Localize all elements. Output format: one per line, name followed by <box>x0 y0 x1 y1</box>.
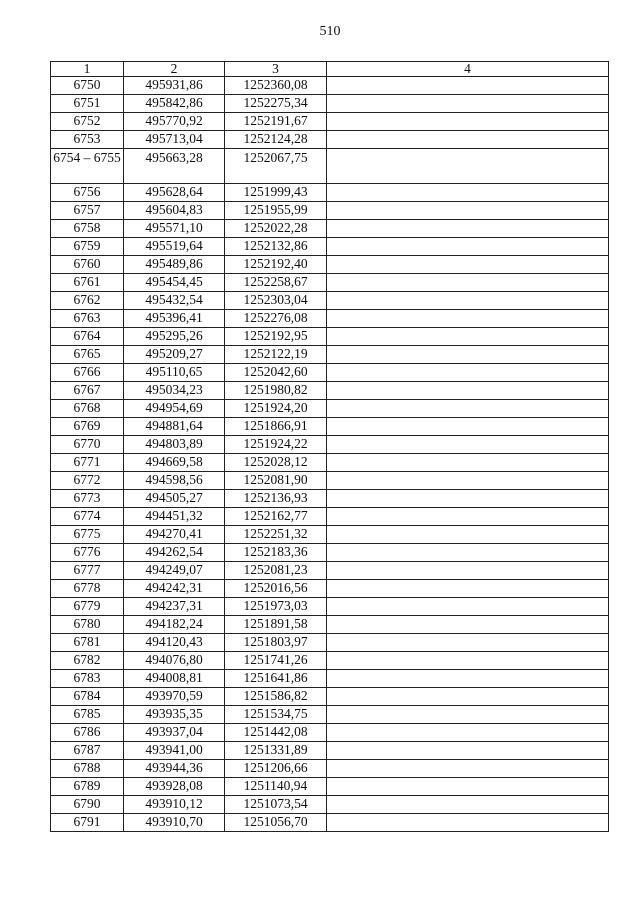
note-cell <box>327 670 609 688</box>
y-coordinate-cell: 1251866,91 <box>225 418 327 436</box>
point-number-cell: 6771 <box>51 454 124 472</box>
x-coordinate-cell: 493910,70 <box>124 814 225 832</box>
x-coordinate-cell: 494076,80 <box>124 652 225 670</box>
y-coordinate-cell: 1252162,77 <box>225 508 327 526</box>
y-coordinate-cell: 1252191,67 <box>225 113 327 131</box>
note-cell <box>327 688 609 706</box>
table-row <box>51 382 609 400</box>
note-cell <box>327 346 609 364</box>
table-row <box>51 526 609 544</box>
note-cell <box>327 310 609 328</box>
table-row <box>51 706 609 724</box>
note-cell <box>327 436 609 454</box>
y-coordinate-cell: 1252192,95 <box>225 328 327 346</box>
x-coordinate-cell: 495454,45 <box>124 274 225 292</box>
x-coordinate-cell: 495295,26 <box>124 328 225 346</box>
note-cell <box>327 598 609 616</box>
point-number-cell: 6772 <box>51 472 124 490</box>
note-cell <box>327 220 609 238</box>
column-header-3: 3 <box>225 62 327 77</box>
table-row <box>51 778 609 796</box>
table-row <box>51 724 609 742</box>
x-coordinate-cell: 494120,43 <box>124 634 225 652</box>
x-coordinate-cell: 495209,27 <box>124 346 225 364</box>
table-row <box>51 760 609 778</box>
note-cell <box>327 472 609 490</box>
y-coordinate-cell: 1252132,86 <box>225 238 327 256</box>
point-number-cell: 6764 <box>51 328 124 346</box>
table-row <box>51 400 609 418</box>
table-row <box>51 490 609 508</box>
table-body <box>51 77 609 832</box>
x-coordinate-cell: 494008,81 <box>124 670 225 688</box>
x-coordinate-cell: 495571,10 <box>124 220 225 238</box>
point-number-cell: 6768 <box>51 400 124 418</box>
note-cell <box>327 382 609 400</box>
y-coordinate-cell: 1251586,82 <box>225 688 327 706</box>
x-coordinate-cell: 493910,12 <box>124 796 225 814</box>
y-coordinate-cell: 1251442,08 <box>225 724 327 742</box>
table-row <box>51 328 609 346</box>
point-number-cell: 6791 <box>51 814 124 832</box>
x-coordinate-cell: 494270,41 <box>124 526 225 544</box>
y-coordinate-cell: 1251999,43 <box>225 184 327 202</box>
note-cell <box>327 544 609 562</box>
x-coordinate-cell: 494249,07 <box>124 562 225 580</box>
point-number-cell: 6757 <box>51 202 124 220</box>
point-number-cell: 6759 <box>51 238 124 256</box>
x-coordinate-cell: 493937,04 <box>124 724 225 742</box>
y-coordinate-cell: 1251056,70 <box>225 814 327 832</box>
x-coordinate-cell: 494262,54 <box>124 544 225 562</box>
table-row <box>51 184 609 202</box>
point-number-cell: 6788 <box>51 760 124 778</box>
note-cell <box>327 113 609 131</box>
point-number-cell: 6787 <box>51 742 124 760</box>
table-row <box>51 113 609 131</box>
x-coordinate-cell: 494182,24 <box>124 616 225 634</box>
point-number-cell: 6785 <box>51 706 124 724</box>
note-cell <box>327 508 609 526</box>
note-cell <box>327 652 609 670</box>
y-coordinate-cell: 1252136,93 <box>225 490 327 508</box>
note-cell <box>327 274 609 292</box>
x-coordinate-cell: 495034,23 <box>124 382 225 400</box>
y-coordinate-cell: 1251741,26 <box>225 652 327 670</box>
x-coordinate-cell: 495396,41 <box>124 310 225 328</box>
x-coordinate-cell: 493970,59 <box>124 688 225 706</box>
x-coordinate-cell: 494803,89 <box>124 436 225 454</box>
table-row <box>51 688 609 706</box>
point-number-cell: 6778 <box>51 580 124 598</box>
x-coordinate-cell: 493944,36 <box>124 760 225 778</box>
table-row <box>51 418 609 436</box>
y-coordinate-cell: 1251140,94 <box>225 778 327 796</box>
table-row <box>51 652 609 670</box>
point-number-cell: 6751 <box>51 95 124 113</box>
note-cell <box>327 778 609 796</box>
table-row <box>51 616 609 634</box>
table-row <box>51 670 609 688</box>
x-coordinate-cell: 495931,86 <box>124 77 225 95</box>
table-row <box>51 796 609 814</box>
table-row <box>51 742 609 760</box>
note-cell <box>327 562 609 580</box>
column-header-1: 1 <box>51 62 124 77</box>
point-number-cell: 6766 <box>51 364 124 382</box>
note-cell <box>327 400 609 418</box>
y-coordinate-cell: 1251641,86 <box>225 670 327 688</box>
table-row <box>51 131 609 149</box>
note-cell <box>327 364 609 382</box>
y-coordinate-cell: 1251924,22 <box>225 436 327 454</box>
x-coordinate-cell: 495489,86 <box>124 256 225 274</box>
column-header-2: 2 <box>124 62 225 77</box>
note-cell <box>327 796 609 814</box>
table-row <box>51 202 609 220</box>
x-coordinate-cell: 494598,56 <box>124 472 225 490</box>
table-row <box>51 598 609 616</box>
note-cell <box>327 760 609 778</box>
table-row <box>51 346 609 364</box>
x-coordinate-cell: 495110,65 <box>124 364 225 382</box>
table-row <box>51 472 609 490</box>
note-cell <box>327 77 609 95</box>
table-row <box>51 274 609 292</box>
point-number-cell: 6765 <box>51 346 124 364</box>
x-coordinate-cell: 495628,64 <box>124 184 225 202</box>
point-number-cell: 6781 <box>51 634 124 652</box>
x-coordinate-cell: 494505,27 <box>124 490 225 508</box>
point-number-cell: 6754 – 6755 <box>51 149 124 184</box>
x-coordinate-cell: 494669,58 <box>124 454 225 472</box>
note-cell <box>327 616 609 634</box>
point-number-cell: 6750 <box>51 77 124 95</box>
table-row <box>51 238 609 256</box>
table-row <box>51 149 609 184</box>
y-coordinate-cell: 1252258,67 <box>225 274 327 292</box>
x-coordinate-cell: 494451,32 <box>124 508 225 526</box>
point-number-cell: 6777 <box>51 562 124 580</box>
x-coordinate-cell: 495842,86 <box>124 95 225 113</box>
y-coordinate-cell: 1251891,58 <box>225 616 327 634</box>
note-cell <box>327 724 609 742</box>
table-row <box>51 95 609 113</box>
x-coordinate-cell: 493928,08 <box>124 778 225 796</box>
table-row <box>51 220 609 238</box>
y-coordinate-cell: 1252192,40 <box>225 256 327 274</box>
x-coordinate-cell: 493935,35 <box>124 706 225 724</box>
y-coordinate-cell: 1252028,12 <box>225 454 327 472</box>
table-row <box>51 256 609 274</box>
table-row <box>51 454 609 472</box>
table-row <box>51 580 609 598</box>
y-coordinate-cell: 1251955,99 <box>225 202 327 220</box>
y-coordinate-cell: 1252303,04 <box>225 292 327 310</box>
note-cell <box>327 131 609 149</box>
point-number-cell: 6761 <box>51 274 124 292</box>
y-coordinate-cell: 1252081,90 <box>225 472 327 490</box>
note-cell <box>327 706 609 724</box>
point-number-cell: 6789 <box>51 778 124 796</box>
point-number-cell: 6770 <box>51 436 124 454</box>
note-cell <box>327 454 609 472</box>
note-cell <box>327 184 609 202</box>
y-coordinate-cell: 1251924,20 <box>225 400 327 418</box>
y-coordinate-cell: 1252124,28 <box>225 131 327 149</box>
note-cell <box>327 490 609 508</box>
point-number-cell: 6779 <box>51 598 124 616</box>
y-coordinate-cell: 1252360,08 <box>225 77 327 95</box>
point-number-cell: 6762 <box>51 292 124 310</box>
point-number-cell: 6760 <box>51 256 124 274</box>
point-number-cell: 6782 <box>51 652 124 670</box>
point-number-cell: 6753 <box>51 131 124 149</box>
point-number-cell: 6775 <box>51 526 124 544</box>
x-coordinate-cell: 495604,83 <box>124 202 225 220</box>
x-coordinate-cell: 494881,64 <box>124 418 225 436</box>
note-cell <box>327 292 609 310</box>
column-header-4: 4 <box>327 62 609 77</box>
table-row <box>51 310 609 328</box>
x-coordinate-cell: 493941,00 <box>124 742 225 760</box>
table-header-row <box>51 62 609 77</box>
x-coordinate-cell: 495770,92 <box>124 113 225 131</box>
x-coordinate-cell: 494242,31 <box>124 580 225 598</box>
point-number-cell: 6786 <box>51 724 124 742</box>
note-cell <box>327 814 609 832</box>
point-number-cell: 6767 <box>51 382 124 400</box>
y-coordinate-cell: 1252275,34 <box>225 95 327 113</box>
note-cell <box>327 742 609 760</box>
point-number-cell: 6776 <box>51 544 124 562</box>
note-cell <box>327 238 609 256</box>
note-cell <box>327 149 609 184</box>
table-row <box>51 364 609 382</box>
y-coordinate-cell: 1252251,32 <box>225 526 327 544</box>
table-row <box>51 634 609 652</box>
point-number-cell: 6758 <box>51 220 124 238</box>
note-cell <box>327 526 609 544</box>
table-row <box>51 436 609 454</box>
y-coordinate-cell: 1251973,03 <box>225 598 327 616</box>
note-cell <box>327 634 609 652</box>
page-number: 510 <box>319 24 341 39</box>
y-coordinate-cell: 1251073,54 <box>225 796 327 814</box>
table-row <box>51 544 609 562</box>
y-coordinate-cell: 1251206,66 <box>225 760 327 778</box>
y-coordinate-cell: 1252016,56 <box>225 580 327 598</box>
note-cell <box>327 418 609 436</box>
point-number-cell: 6769 <box>51 418 124 436</box>
x-coordinate-cell: 495519,64 <box>124 238 225 256</box>
coordinates-table <box>50 61 609 832</box>
note-cell <box>327 328 609 346</box>
note-cell <box>327 580 609 598</box>
table-row <box>51 77 609 95</box>
point-number-cell: 6773 <box>51 490 124 508</box>
y-coordinate-cell: 1251331,89 <box>225 742 327 760</box>
x-coordinate-cell: 495432,54 <box>124 292 225 310</box>
table-header <box>51 62 609 77</box>
y-coordinate-cell: 1251803,97 <box>225 634 327 652</box>
table-row <box>51 562 609 580</box>
point-number-cell: 6752 <box>51 113 124 131</box>
x-coordinate-cell: 495713,04 <box>124 131 225 149</box>
point-number-cell: 6784 <box>51 688 124 706</box>
table-row <box>51 508 609 526</box>
point-number-cell: 6756 <box>51 184 124 202</box>
y-coordinate-cell: 1252276,08 <box>225 310 327 328</box>
note-cell <box>327 256 609 274</box>
y-coordinate-cell: 1251980,82 <box>225 382 327 400</box>
table-row <box>51 814 609 832</box>
y-coordinate-cell: 1251534,75 <box>225 706 327 724</box>
note-cell <box>327 95 609 113</box>
y-coordinate-cell: 1252183,36 <box>225 544 327 562</box>
point-number-cell: 6763 <box>51 310 124 328</box>
note-cell <box>327 202 609 220</box>
x-coordinate-cell: 494237,31 <box>124 598 225 616</box>
point-number-cell: 6790 <box>51 796 124 814</box>
x-coordinate-cell: 494954,69 <box>124 400 225 418</box>
y-coordinate-cell: 1252042,60 <box>225 364 327 382</box>
table-row <box>51 292 609 310</box>
point-number-cell: 6783 <box>51 670 124 688</box>
y-coordinate-cell: 1252022,28 <box>225 220 327 238</box>
point-number-cell: 6774 <box>51 508 124 526</box>
y-coordinate-cell: 1252081,23 <box>225 562 327 580</box>
x-coordinate-cell: 495663,28 <box>124 149 225 184</box>
y-coordinate-cell: 1252067,75 <box>225 149 327 184</box>
point-number-cell: 6780 <box>51 616 124 634</box>
y-coordinate-cell: 1252122,19 <box>225 346 327 364</box>
